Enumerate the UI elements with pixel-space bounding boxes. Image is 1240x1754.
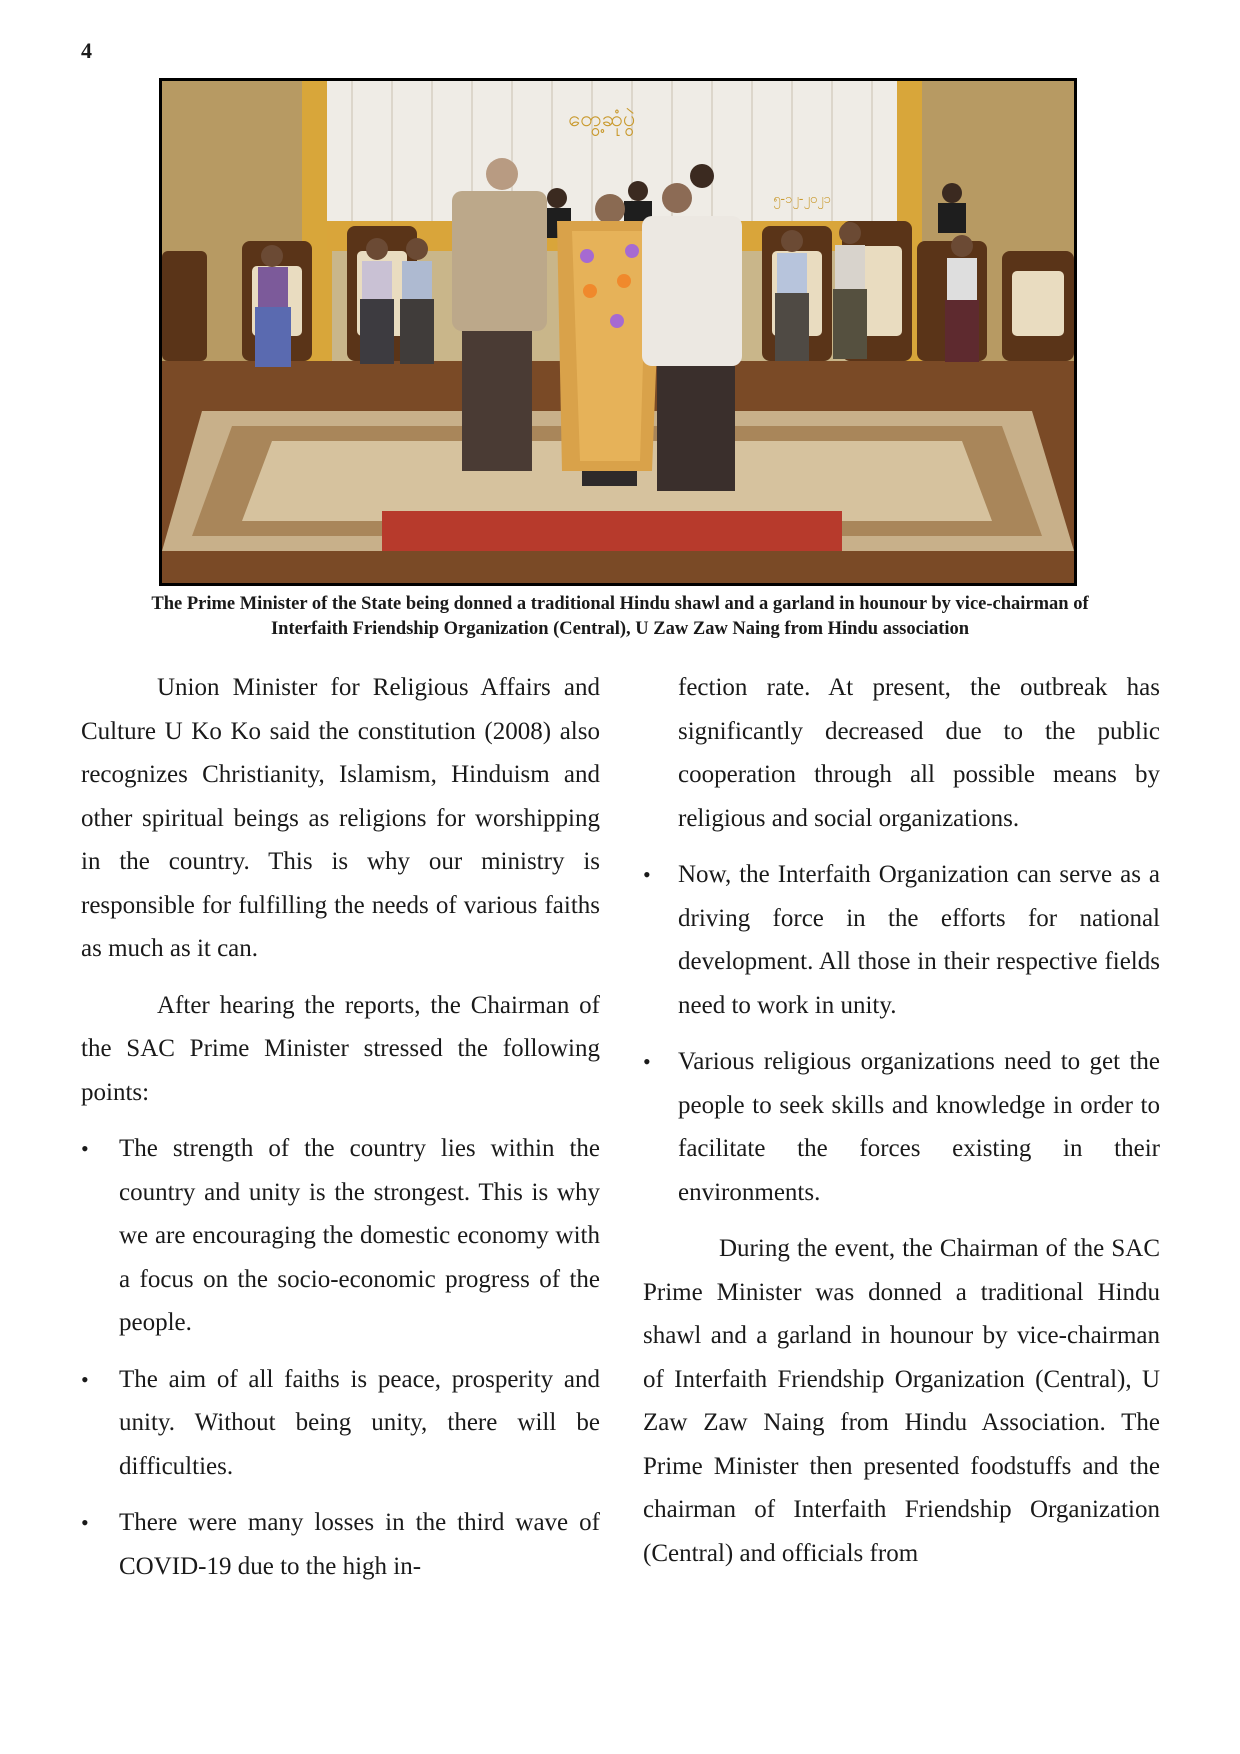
caption-line-1: The Prime Minister of the State being donned a traditional Hindu shawl and a garland in hounour by vice-chairman of [151,594,1089,614]
list-item-text: There were many losses in the third wave of COVID-19 due to the high in- [119,1509,600,1580]
bullet-list [643,853,1160,1214]
list-item-text: The aim of all faiths is peace, prosperity and unity. Without being unity, there will be difficulties. [119,1365,600,1480]
body-paragraph-continued: fection rate. At present, the outbreak has significantly decreased due to the public cooperation through all possible means by religious and social organizations. [678,674,1160,832]
list-item [643,853,1160,1027]
body-paragraph: After hearing the reports, the Chairman of the SAC Prime Minister stressed the following points: [81,991,600,1106]
body-paragraph: Union Minister for Religious Affairs and Culture U Ko Ko said the constitution (2008) also recognizes Christianity, Islamism, Hinduism and other spiritual beings as religions for worshipping in the country. This is why our ministry is responsible for fulfilling the needs of various faiths as much as it can. [81,674,600,962]
bullet-icon: • [643,862,651,887]
caption-line-2: Interfaith Friendship Organization (Central), U Zaw Zaw Naing from Hindu association [270,619,970,639]
left-column [81,666,600,1601]
ceremony-photo [159,78,1077,586]
list-item-text: The strength of the country lies within the country and unity is the strongest. This is why we are encouraging the domestic economy with a focus on the socio-economic progress of the people. [119,1135,600,1336]
ceremony-photo-illustration [162,81,1074,583]
body-paragraph: During the event, the Chairman of the SAC Prime Minister was donned a traditional Hindu shawl and a garland in hounour by vice-chairman of Interfaith Friendship Organization (Central), U Zaw Zaw Naing from Hindu Association. The Prime Minister then presented foodstuffs and the chairman of Interfaith Friendship Organization (Central) and officials from [643,1235,1160,1567]
banner-date: ၅-၁၂-၂၀၂၁ [773,192,831,207]
bullet-icon: • [81,1510,89,1535]
list-item [643,1040,1160,1214]
list-item [81,1127,600,1345]
list-item-text: Now, the Interfaith Organization can serve as a driving force in the efforts for national development. All those in their respective fields need to work in unity. [678,861,1160,1019]
banner-text: တွေ့ဆုံပွဲ [568,107,636,132]
list-item-text: Various religious organizations need to get the people to seek skills and knowledge in order to facilitate the forces existing in their environments. [678,1048,1160,1206]
photo-caption [80,592,1160,642]
bullet-icon: • [643,1049,651,1074]
right-column [643,666,1160,1588]
list-item [81,1358,600,1489]
page-number: 4 [81,38,92,63]
bullet-icon: • [81,1366,89,1392]
bullet-icon: • [81,1136,89,1161]
list-item [81,1501,600,1588]
bullet-list [81,1127,600,1588]
